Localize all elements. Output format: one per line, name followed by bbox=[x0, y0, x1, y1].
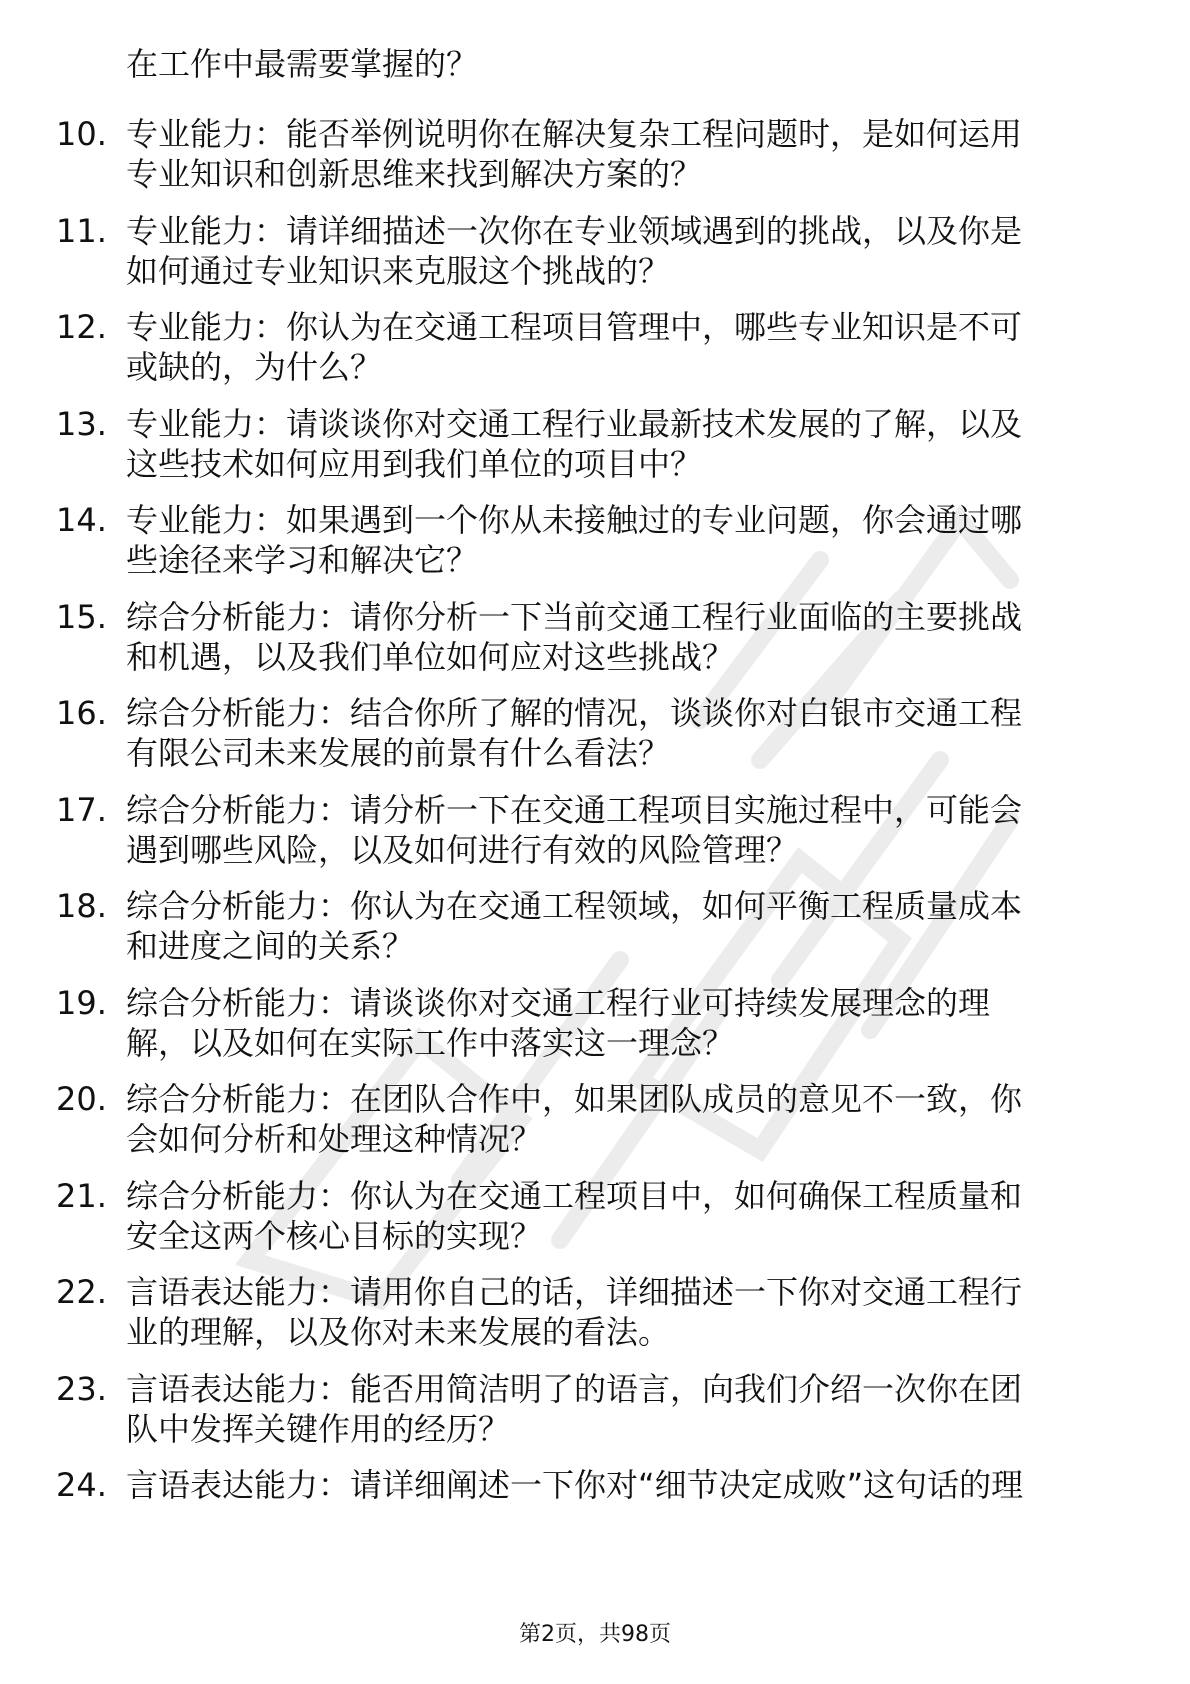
item-number: 17. bbox=[56, 791, 107, 829]
continued-line: 在工作中最需要掌握的？ bbox=[126, 45, 479, 83]
item-text-line1: 综合分析能力：请谈谈你对交通工程行业可持续发展理念的理 bbox=[126, 984, 991, 1022]
item-text-line1: 专业能力：能否举例说明你在解决复杂工程问题时，是如何运用 bbox=[126, 115, 1023, 153]
item-number: 15. bbox=[56, 598, 107, 636]
item-number: 24. bbox=[56, 1466, 107, 1504]
item-text-line1: 综合分析能力：请分析一下在交通工程项目实施过程中，可能会 bbox=[126, 791, 1023, 829]
item-number: 13. bbox=[56, 405, 107, 443]
item-number: 12. bbox=[56, 308, 107, 346]
item-text-line2: 业的理解，以及你对未来发展的看法。 bbox=[126, 1313, 671, 1351]
item-text-line2: 会如何分析和处理这种情况？ bbox=[126, 1120, 543, 1158]
item-text-line1: 专业能力：请谈谈你对交通工程行业最新技术发展的了解，以及 bbox=[126, 405, 1023, 443]
item-text-line1: 综合分析能力：请你分析一下当前交通工程行业面临的主要挑战 bbox=[126, 598, 1023, 636]
item-text-line1: 综合分析能力：结合你所了解的情况，谈谈你对白银市交通工程 bbox=[126, 694, 1023, 732]
item-text-line2: 遇到哪些风险，以及如何进行有效的风险管理？ bbox=[126, 831, 799, 869]
item-text-line1: 言语表达能力：请用你自己的话，详细描述一下你对交通工程行 bbox=[126, 1273, 1023, 1311]
item-number: 22. bbox=[56, 1273, 107, 1311]
item-text-line1: 综合分析能力：在团队合作中，如果团队成员的意见不一致，你 bbox=[126, 1080, 1023, 1118]
item-text-line2: 些途径来学习和解决它？ bbox=[126, 541, 479, 579]
item-number: 18. bbox=[56, 887, 107, 925]
item-number: 21. bbox=[56, 1177, 107, 1215]
item-text-line1: 专业能力：如果遇到一个你从未接触过的专业问题，你会通过哪 bbox=[126, 501, 1023, 539]
item-text-line2: 和机遇，以及我们单位如何应对这些挑战？ bbox=[126, 638, 735, 676]
item-number: 20. bbox=[56, 1080, 107, 1118]
item-text-line1: 专业能力：你认为在交通工程项目管理中，哪些专业知识是不可 bbox=[126, 308, 1023, 346]
item-text-line1: 综合分析能力：你认为在交通工程领域，如何平衡工程质量成本 bbox=[126, 887, 1023, 925]
item-number: 10. bbox=[56, 115, 107, 153]
item-text-line2: 专业知识和创新思维来找到解决方案的？ bbox=[126, 155, 703, 193]
item-text-line2: 有限公司未来发展的前景有什么看法？ bbox=[126, 734, 671, 772]
item-text-line2: 如何通过专业知识来克服这个挑战的？ bbox=[126, 252, 671, 290]
item-text-line2: 或缺的，为什么？ bbox=[126, 348, 383, 386]
item-number: 11. bbox=[56, 212, 107, 250]
item-text-line1: 专业能力：请详细描述一次你在专业领域遇到的挑战，以及你是 bbox=[126, 212, 1023, 250]
page-footer: 第2页，共98页 bbox=[519, 1622, 671, 1647]
item-text-line1: 言语表达能力：请详细阐述一下你对“细节决定成败”这句话的理 bbox=[126, 1466, 1024, 1504]
item-text-line2: 解，以及如何在实际工作中落实这一理念？ bbox=[126, 1024, 735, 1062]
item-number: 23. bbox=[56, 1370, 107, 1408]
item-text-line2: 这些技术如何应用到我们单位的项目中？ bbox=[126, 445, 703, 483]
item-text-line2: 安全这两个核心目标的实现？ bbox=[126, 1217, 543, 1255]
item-text-line1: 综合分析能力：你认为在交通工程项目中，如何确保工程质量和 bbox=[126, 1177, 1023, 1215]
item-text-line2: 和进度之间的关系？ bbox=[126, 927, 415, 965]
item-number: 19. bbox=[56, 984, 107, 1022]
item-text-line1: 言语表达能力：能否用简洁明了的语言，向我们介绍一次你在团 bbox=[126, 1370, 1023, 1408]
item-number: 16. bbox=[56, 694, 107, 732]
item-text-line2: 队中发挥关键作用的经历？ bbox=[126, 1410, 511, 1448]
item-number: 14. bbox=[56, 501, 107, 539]
